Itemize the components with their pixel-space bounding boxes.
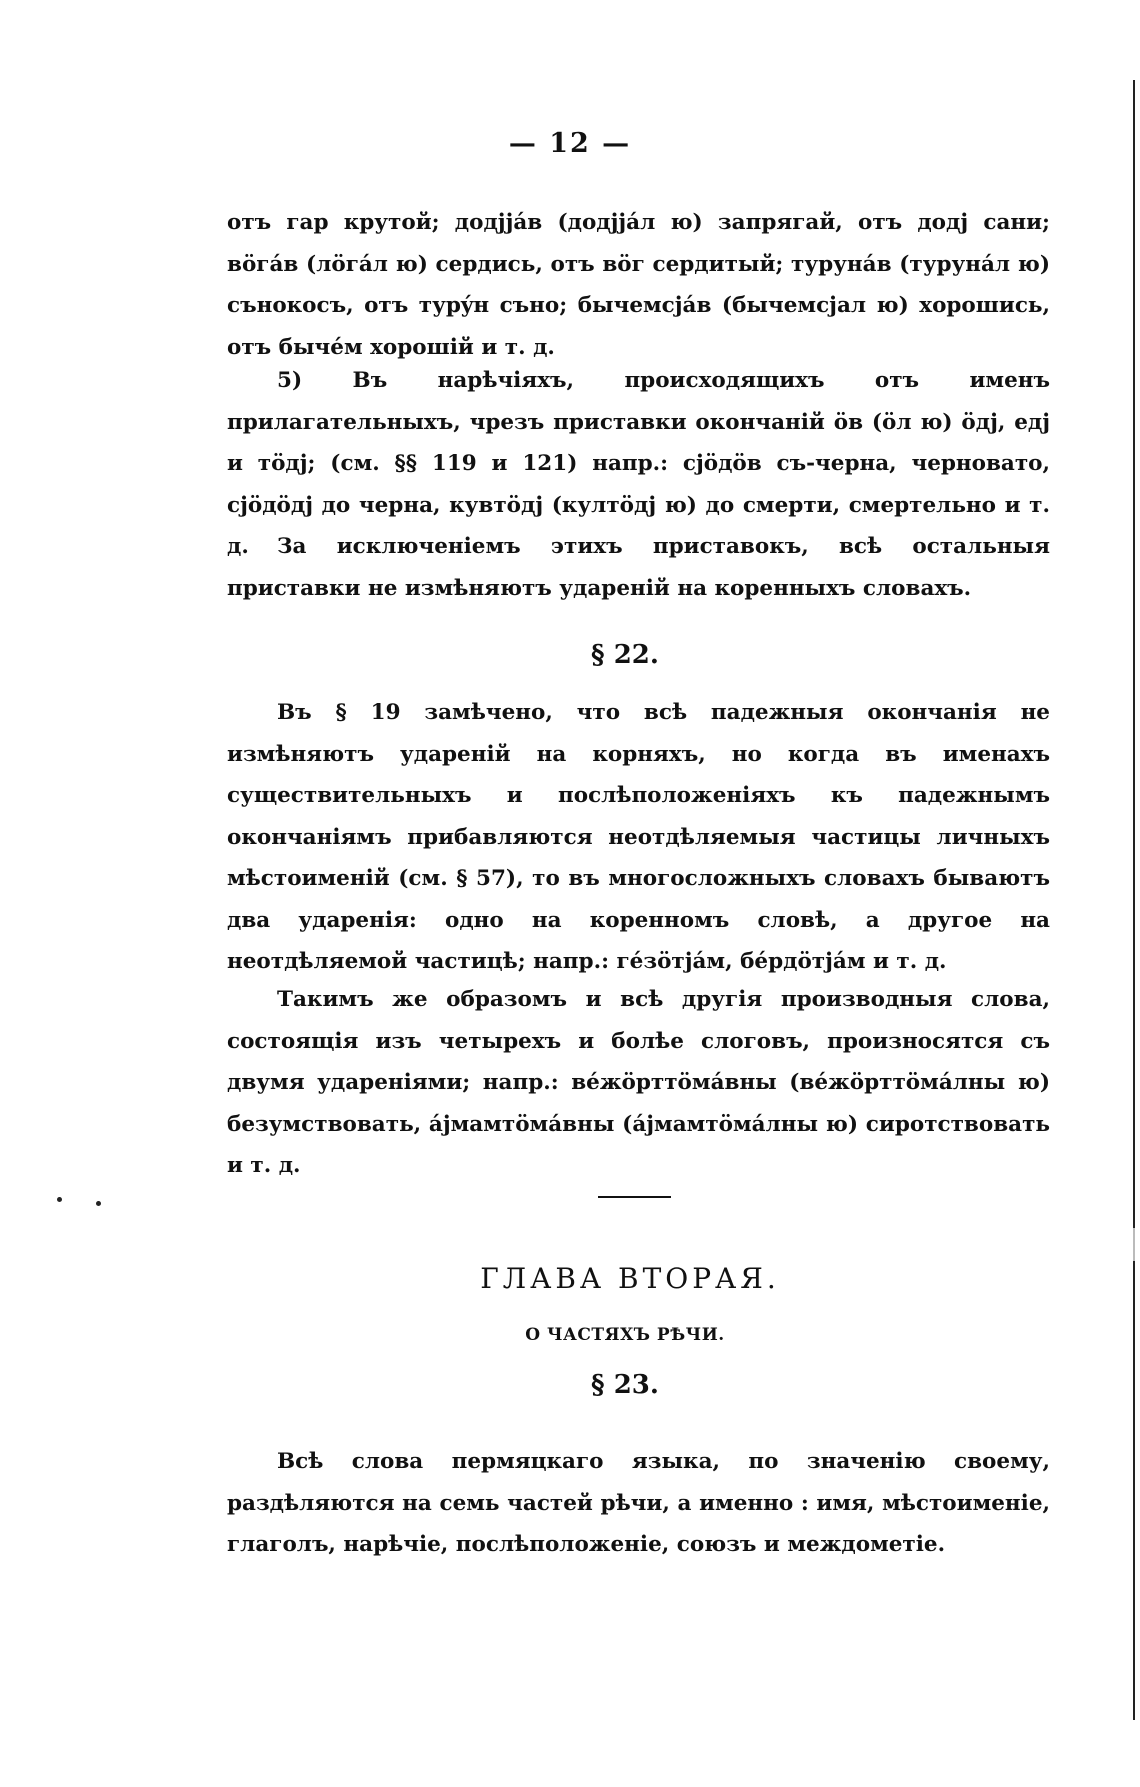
paragraph-5-block <box>227 979 1050 1187</box>
paragraph-2: 5) Въ нарѣчіяхъ, происходящихъ отъ именъ прилагательныхъ, чрезъ приставки окончаній ӧв (öл ю) öдј, едј и тöдј; (см. §§ 119 и 121) напр.: сјöдöв съ-черна, черновато, сјöдöдј до черна, кувтöдј (култöдј ю) до смерти, смертельно и т. д. <box>227 368 1050 559</box>
page-edge-line <box>1133 80 1135 1720</box>
paragraph-6: Всѣ слова пермяцкаго языка, по значенію своему, раздѣляются на семь частей рѣчи, а именно : имя, мѣстоименіе, глаголъ, нарѣчіе, послѣположеніе, союзъ и междометіе. <box>227 1449 1050 1557</box>
chapter-subtitle: О ЧАСТЯХЪ РѢЧИ. <box>525 1325 725 1345</box>
ink-speck <box>57 1197 62 1202</box>
paragraph-1: отъ гар крутой; додјјáв (додјјáл ю) запрягай, отъ додј сани; вöгáв (лöгáл ю) сердись, отъ вöг сердитый; турунáв (турунáл ю) сънокосъ, отъ турýн съно; бычемсјáв (бычемсјал ю) хорошись, отъ бычéм хорошій и т. д. <box>227 210 1050 360</box>
ink-speck <box>96 1201 101 1206</box>
paragraph-4-block <box>227 692 1050 983</box>
section-22-heading: § 22. <box>591 640 659 670</box>
chapter-divider-rule <box>598 1196 671 1198</box>
paragraph-6-block <box>227 1441 1050 1566</box>
paragraph-4: Въ § 19 замѣчено, что всѣ падежныя окончанія не измѣняютъ удареній на корняхъ, но когда въ именахъ существительныхъ и послѣположеніяхъ къ падежнымъ окончаніямъ прибавляются неотдѣляемыя частицы личныхъ мѣстоименій (см. § 57), то въ многосложныхъ словахъ бываютъ два ударенія: одно на коренномъ словѣ, а другое на неотдѣляемой частицѣ; напр.: гéзöтјáм, бéрдöтјáм и т. д. <box>227 700 1050 974</box>
page-number: — 12 — <box>508 128 632 159</box>
paragraph-1-block <box>227 202 1050 368</box>
section-23-heading: § 23. <box>591 1370 659 1400</box>
paragraph-3: За исключеніемъ этихъ приставокъ, всѣ остальныя приставки не измѣняютъ удареній на коренныхъ словахъ. <box>227 534 1050 601</box>
chapter-title: ГЛАВА ВТОРАЯ. <box>480 1262 780 1295</box>
paragraph-5: Такимъ же образомъ и всѣ другія производныя слова, состоящія изъ четырехъ и болѣе слоговъ, произносятся съ двумя удареніями; напр.: вéжöрттöмáвны (вéжöрттöмáлны ю) безумствовать, áјмамтöмáвны (áјмамтöмáлны ю) сиротствовать и т. д. <box>227 987 1050 1178</box>
paragraph-3-block <box>227 526 1050 609</box>
